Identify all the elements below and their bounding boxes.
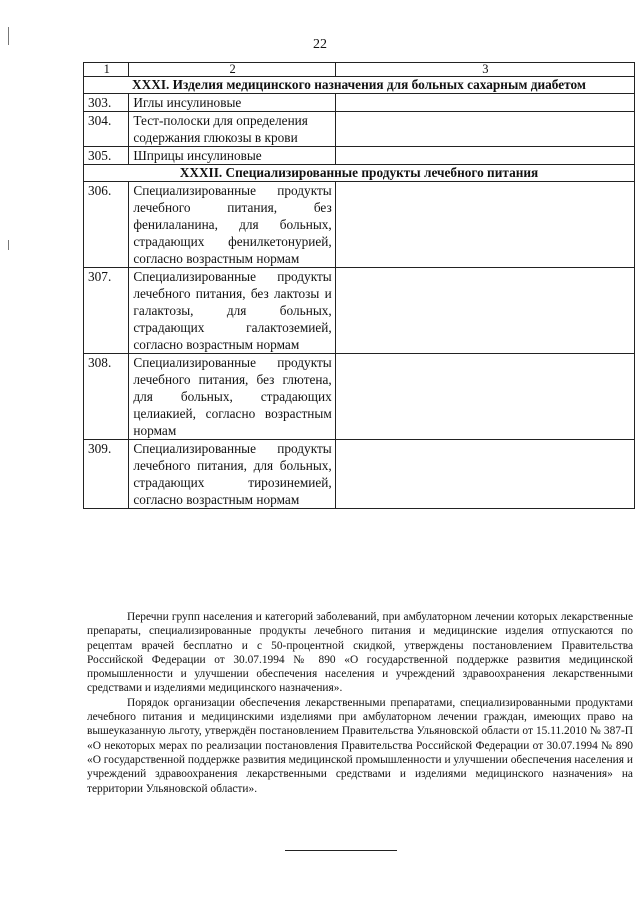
row-name: Специализированные продукты лечебного питания, без глютена, для больных, страдающих целиакией, согласно возрастным нормам	[129, 354, 335, 440]
table-row	[84, 268, 635, 354]
row-note	[335, 440, 634, 509]
column-header: 2	[129, 63, 335, 77]
table-row	[84, 182, 635, 268]
row-number: 306.	[84, 182, 129, 268]
row-name: Иглы инсулиновые	[129, 94, 335, 112]
table-header-row	[84, 63, 635, 77]
row-number: 308.	[84, 354, 129, 440]
margin-mark	[8, 27, 9, 45]
note-paragraph: Порядок организации обеспечения лекарственными препаратами, специализированными продуктами лечебного питания и медицинскими изделиями при амбулаторном лечении граждан, имеющих право на вышеуказанную льготу, утверждён постановлением Правительства Ульяновской области от 15.11.2010 № 387-П «О некоторых мерах по реализации постановления Правительства Российской Федерации от 30.07.1994 № 890 «О государственной поддержке развития медицинской промышленности и улучшении обеспечения населения и учреждений здравоохранения лекарственными средствами и изделиями медицинского назначения» на территории Ульяновской области».	[87, 696, 633, 795]
row-note	[335, 147, 634, 165]
notes-block	[87, 610, 633, 796]
section-title: XXXI. Изделия медицинского назначения для больных сахарным диабетом	[84, 77, 635, 94]
drug-list-table	[83, 62, 635, 509]
row-name: Тест-полоски для определения содержания глюкозы в крови	[129, 112, 335, 147]
column-header: 3	[335, 63, 634, 77]
row-note	[335, 182, 634, 268]
margin-mark	[8, 240, 9, 250]
section-title: XXXII. Специализированные продукты лечебного питания	[84, 165, 635, 182]
table-row	[84, 147, 635, 165]
row-note	[335, 268, 634, 354]
row-note	[335, 112, 634, 147]
note-paragraph: Перечни групп населения и категорий заболеваний, при амбулаторном лечении которых лекарственные препараты, специализированные продукты лечебного питания и медицинские изделия отпускаются по рецептам врачей бесплатно и с 50-процентной скидкой, утверждены постановлением Правительства Российской Федерации от 30.07.1994 № 890 «О государственной поддержке развития медицинской промышленности и улучшении обеспечения населения и учреждений здравоохранения лекарственными средствами и изделиями медицинского назначения».	[87, 611, 633, 695]
row-number: 307.	[84, 268, 129, 354]
row-name: Специализированные продукты лечебного питания, для больных, страдающих тирозинемией, согласно возрастным нормам	[129, 440, 335, 509]
table-row	[84, 112, 635, 147]
row-note	[335, 354, 634, 440]
end-rule	[285, 850, 397, 851]
row-number: 303.	[84, 94, 129, 112]
row-name: Шприцы инсулиновые	[129, 147, 335, 165]
row-number: 304.	[84, 112, 129, 147]
section-header-row	[84, 77, 635, 94]
row-name: Специализированные продукты лечебного питания, без лактозы и галактозы, для больных, страдающих галактоземией, согласно возрастным нормам	[129, 268, 335, 354]
row-note	[335, 94, 634, 112]
row-number: 305.	[84, 147, 129, 165]
table-row	[84, 440, 635, 509]
row-name: Специализированные продукты лечебного питания, без фенилаланина, для больных, страдающих фенилкетонурией, согласно возрастным нормам	[129, 182, 335, 268]
section-header-row	[84, 165, 635, 182]
row-number: 309.	[84, 440, 129, 509]
table-row	[84, 94, 635, 112]
column-header: 1	[84, 63, 129, 77]
page-number: 22	[313, 37, 327, 52]
table-row	[84, 354, 635, 440]
